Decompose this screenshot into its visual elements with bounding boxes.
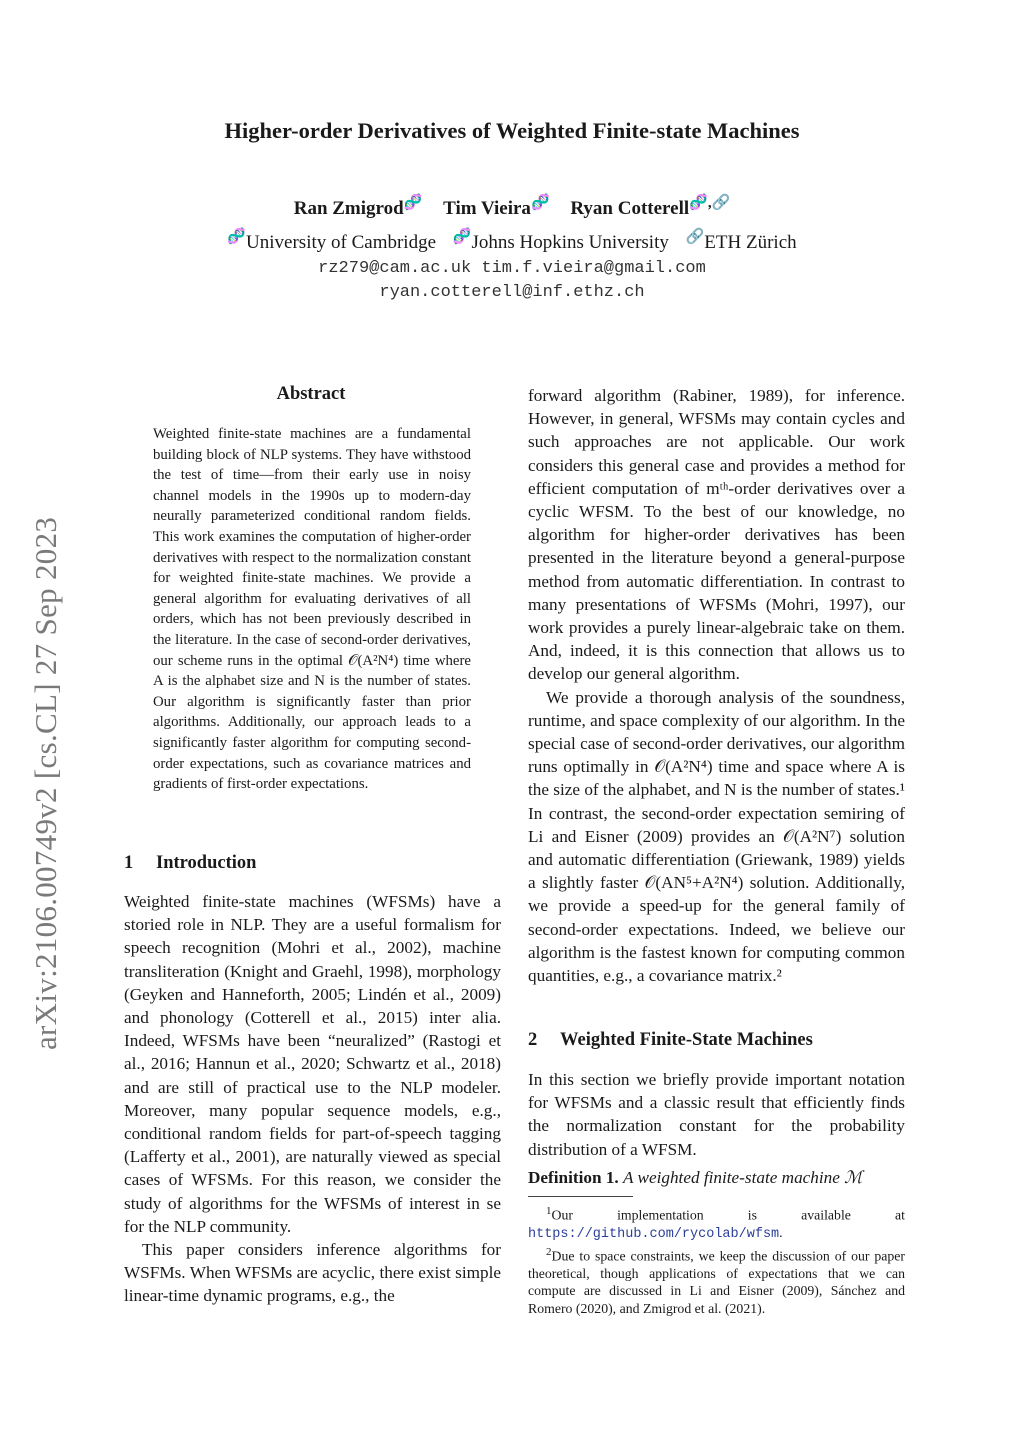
abstract-heading: Abstract	[276, 384, 346, 404]
left-column-body	[124, 890, 501, 1308]
email-line[interactable]: rz279@cam.ac.uk tim.f.vieira@gmail.com	[318, 259, 706, 278]
footnote: $^1$Our implementation is available at https://github.com/rycolab/wfsm.	[528, 1205, 905, 1243]
abstract-text: Weighted finite-state machines are a fundamental building block of NLP systems. They have withstood the test of time—from their early use in noisy channel models in the 1990s up to modern-day neurally parameterized conditional random fields. This work examines the computation of higher-order derivatives with respect to the normalization constant for weighted finite-state machines. We provide a general algorithm for evaluating derivatives of all orders, which has not been previously described in the literature. In the case of second-order derivatives, our scheme runs in the optimal 𝒪(A²N⁴) time where A is the alphabet size and N is the number of states. Our algorithm is significantly faster than prior algorithms. Additionally, our approach leads to a significantly faster algorithm for computing second-order expectations, such as covariance matrices and gradients of first-order expectations.	[153, 426, 471, 793]
paragraph: We provide a thorough analysis of the soundness, runtime, and space complexity of our algorithm. In the special case of second-order derivatives, our algorithm runs optimally in 𝒪(A²N⁴) time and space where A is the size of the alphabet, and N is the number of states.¹ In contrast, the second-order expectation semiring of Li and Eisner (2009) provides an 𝒪(A²N⁷) solution and automatic differentiation (Griewank, 1989) yields a slightly faster 𝒪(AN⁵+A²N⁴) solution. Additionally, we provide a speed-up for the general family of second-order expectations. Indeed, we believe our algorithm is the fastest known for computing common quantities, e.g., a covariance matrix.²	[528, 687, 905, 986]
paragraph: This paper considers inference algorithms for WSFMs. When WFSMs are acyclic, there exist simple linear-time dynamic programs, e.g., the	[124, 1240, 501, 1306]
author-list	[0, 194, 1024, 220]
paragraph: forward algorithm (Rabiner, 1989), for inference. However, in general, WFSMs may contain cycles and such approaches are not applicable. Our work considers this general case and provides a method for efficient computation of mᵗʰ-order derivatives over a cyclic WFSM. To the best of our knowledge, no algorithm for higher-order derivatives has been presented in the literature beyond a general-purpose method from automatic differentiation. In contrast to many presentations of WFSMs (Mohri, 1997), our work provides a purely linear-algebraic take on them. And, indeed, it is this connection that allows us to develop our general algorithm.	[528, 386, 905, 684]
definition-label: Definition 1.	[528, 1168, 619, 1187]
section-heading: 1 Introduction	[124, 853, 257, 873]
paragraph: Weighted finite-state machines (WFSMs) have a storied role in NLP. They are a useful formalism for speech recognition (Mohri et al., 2002), machine transliteration (Knight and Graehl, 1998), morphology (Geyken and Hanneforth, 2005; Lindén et al., 2009) and phonology (Cotterell et al., 2015) inter alia. Indeed, WFSMs have been “neuralized” (Rastogi et al., 2016; Hannun et al., 2020; Schwartz et al., 2018) and are still of practical use to the NLP modeler. Moreover, many popular sequence models, e.g., conditional random fields for part-of-speech tagging (Lafferty et al., 2001), are naturally viewed as special cases of WFSMs. For this reason, we consider the study of algorithms for the WFSMs of interest in se for the NLP community.	[124, 892, 501, 1236]
affiliation: 🧬University of Cambridge	[227, 228, 437, 253]
author-name: Ryan Cotterell🧬,🔗	[570, 194, 731, 219]
footnote: $^2$Due to space constraints, we keep the discussion of our paper theoretical, though applications of expectations that we can compute are discussed in Li and Eisner (2009), Sánchez and Romero (2020), and Zmigrod et al. (2021).	[528, 1245, 905, 1316]
section2-body	[528, 1068, 905, 1161]
section-heading: 2 Weighted Finite-State Machines	[528, 1030, 813, 1050]
footnotes	[528, 1203, 905, 1317]
affiliation: 🔗ETH Zürich	[685, 228, 797, 253]
abstract-body	[153, 424, 471, 795]
definition-text: A weighted finite-state machine ℳ	[623, 1168, 863, 1187]
repo-link[interactable]: https://github.com/rycolab/wfsm	[528, 1227, 780, 1243]
author-name: Tim Vieira🧬	[443, 194, 550, 219]
footnote-rule	[528, 1196, 633, 1197]
author-name: Ran Zmigrod🧬	[293, 194, 423, 219]
definition	[528, 1166, 905, 1189]
paragraph: In this section we briefly provide important notation for WFSMs and a classic result that efficiently finds the normalization constant for the probability distribution of a WFSM.	[528, 1070, 905, 1159]
paper-title: Higher-order Derivatives of Weighted Finite-state Machines	[224, 118, 800, 143]
right-column-body	[528, 384, 905, 987]
affiliation: 🧬Johns Hopkins University	[452, 228, 669, 253]
arxiv-identifier: arXiv:2106.00749v2 [cs.CL] 27 Sep 2023	[28, 516, 63, 1050]
affiliation-list	[0, 228, 1024, 254]
email-line[interactable]: ryan.cotterell@inf.ethz.ch	[379, 283, 645, 302]
